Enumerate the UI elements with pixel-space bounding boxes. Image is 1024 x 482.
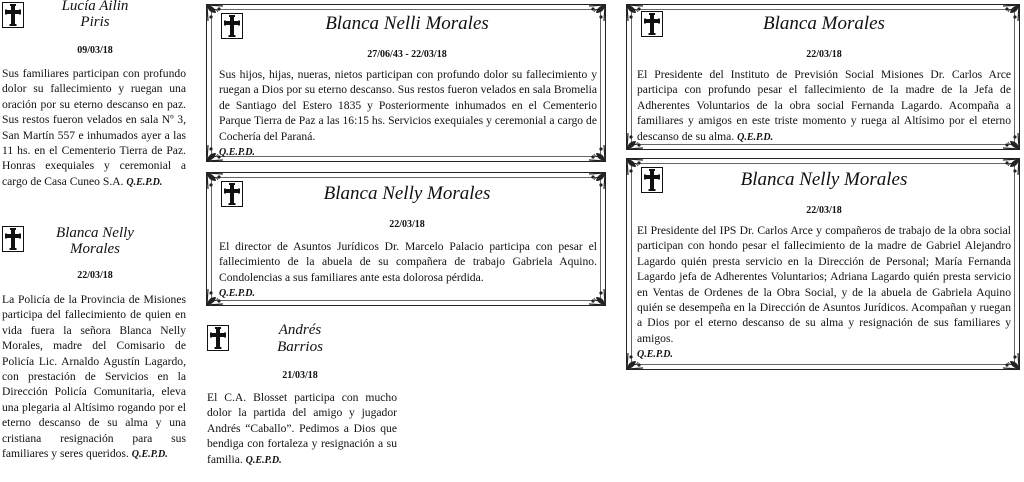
notice-date: 27/06/43 - 22/03/18 bbox=[367, 49, 447, 60]
cross-icon bbox=[2, 2, 24, 28]
corner-ornament-icon bbox=[1002, 158, 1020, 176]
deceased-name: Blanca Nelly Morales bbox=[56, 225, 134, 257]
deceased-name: Blanca Nelly Morales bbox=[740, 169, 908, 190]
notice-text: El C.A. Blosset participa con mucho dolor la partida del amigo y jugador Andrés “Caballo”. Pedimos a Dios que bendiga con fortaleza y resignación a su familia. Q.E.P.D. bbox=[207, 391, 397, 466]
notice-text: Sus hijos, hijas, nueras, nietos participan con profundo dolor su fallecimiento y ruegan a Dios por su eterno descanso. Sus restos fueron velados en sala Bromelia de Santiago del Estero 1835 y Posteriormente inhumados en el Cementerio Parque Tierra de Paz a las 16:15 hs. Servicios exequiales y ceremonial a cargo de Cochería del Paraná. Q.E.P.D. bbox=[219, 68, 597, 159]
deceased-name: Blanca Nelly Morales bbox=[323, 183, 491, 204]
notice-ips-presidente bbox=[626, 4, 1020, 150]
notice-date: 22/03/18 bbox=[77, 270, 113, 281]
qepd-label: Q.E.P.D. bbox=[126, 176, 163, 188]
notice-text: El Presidente del Instituto de Previsión Social Misiones Dr. Carlos Arce participa con profundo pesar el fallecimiento de la madre de la Jefa de Adherentes Voluntarios de la obra social Fernanda Lagardo. Acompaña a familiares y amigos en este triste momento y ruega al Altísimo por el eterno descanso de su alma. Q.E.P.D. bbox=[637, 68, 1011, 143]
corner-ornament-icon bbox=[588, 4, 606, 22]
qepd-label: Q.E.P.D. bbox=[245, 454, 282, 466]
corner-ornament-icon bbox=[1002, 4, 1020, 22]
cross-icon bbox=[221, 181, 243, 207]
cross-icon bbox=[641, 167, 663, 193]
qepd-label: Q.E.P.D. bbox=[219, 288, 255, 300]
deceased-name: Lucía Ailin Piris bbox=[61, 0, 129, 30]
cross-icon bbox=[2, 226, 24, 252]
notice-text: El Presidente del IPS Dr. Carlos Arce y compañeros de trabajo de la obra social participan con hondo pesar el fallecimiento de la madre de Gabriel Alejandro Lagardo quién presta servicio en la Dirección de Personal; María Fernanda Lagardo jefa de Adherentes Voluntarios; Adriana Lagardo quién presta servicio en Ventas de Ordenes de la Obra Social, y de la abuela de Gabriela Aquino quién se desempeña en la Dirección de Asuntos Jurídicos. Acompañan y ruegan a Dios por el eterno descanso de su alma y resignación de sus familiares y amigos. Q.E.P.D. bbox=[637, 224, 1011, 361]
notice-text: Sus familiares participan con profundo dolor su fallecimiento y ruegan una oración por su eterno descanso en paz. Sus restos fueron velados en sala Nº 3, San Martín 557 e inhumados ayer a las 11 hs. en el Cementerio Tierra de Paz. Honras exequiales y ceremonial a cargo de Casa Cuneo S.A. Q.E.P.D. bbox=[2, 67, 186, 188]
notice-juridicos bbox=[206, 172, 606, 306]
notice-date: 22/03/18 bbox=[389, 219, 425, 230]
deceased-name: Blanca Nelli Morales bbox=[325, 13, 489, 34]
notice-text: El director de Asuntos Jurídicos Dr. Marcelo Palacio participa con pesar el fallecimiento de la abuela de su compañera de trabajo Gabriela Aquino. Condolencias a sus familiares ante esta dolorosa pérdida. Q.E.P.D. bbox=[219, 240, 597, 300]
notice-date: 21/03/18 bbox=[282, 370, 318, 381]
qepd-label: Q.E.P.D. bbox=[637, 349, 673, 361]
deceased-name: Blanca Morales bbox=[763, 13, 885, 34]
notice-ips-companeros bbox=[626, 158, 1020, 370]
qepd-label: Q.E.P.D. bbox=[737, 131, 774, 143]
notice-date: 09/03/18 bbox=[77, 45, 113, 56]
notice-nelli bbox=[206, 4, 606, 162]
qepd-label: Q.E.P.D. bbox=[131, 449, 168, 461]
notice-text: La Policía de la Provincia de Misiones participa del fallecimiento de quien en vida fuera la señora Blanca Nelly Morales, madre del Comisario de Policía Lic. Arnaldo Agustín Lagardo, con prestación de Servicios en la Dirección Policía Comunitaria, eleva una plegaria al Altísimo rogando por el eterno descanso de su alma y una cristiana resignación para sus familiares y seres queridos. Q.E.P.D. bbox=[2, 293, 186, 461]
deceased-name: Andrés Barrios bbox=[277, 322, 323, 355]
cross-icon bbox=[641, 11, 663, 37]
notice-date: 22/03/18 bbox=[806, 205, 842, 216]
cross-icon bbox=[207, 325, 229, 351]
notice-date: 22/03/18 bbox=[806, 49, 842, 60]
qepd-label: Q.E.P.D. bbox=[219, 147, 255, 159]
corner-ornament-icon bbox=[588, 172, 606, 190]
cross-icon bbox=[221, 13, 243, 39]
